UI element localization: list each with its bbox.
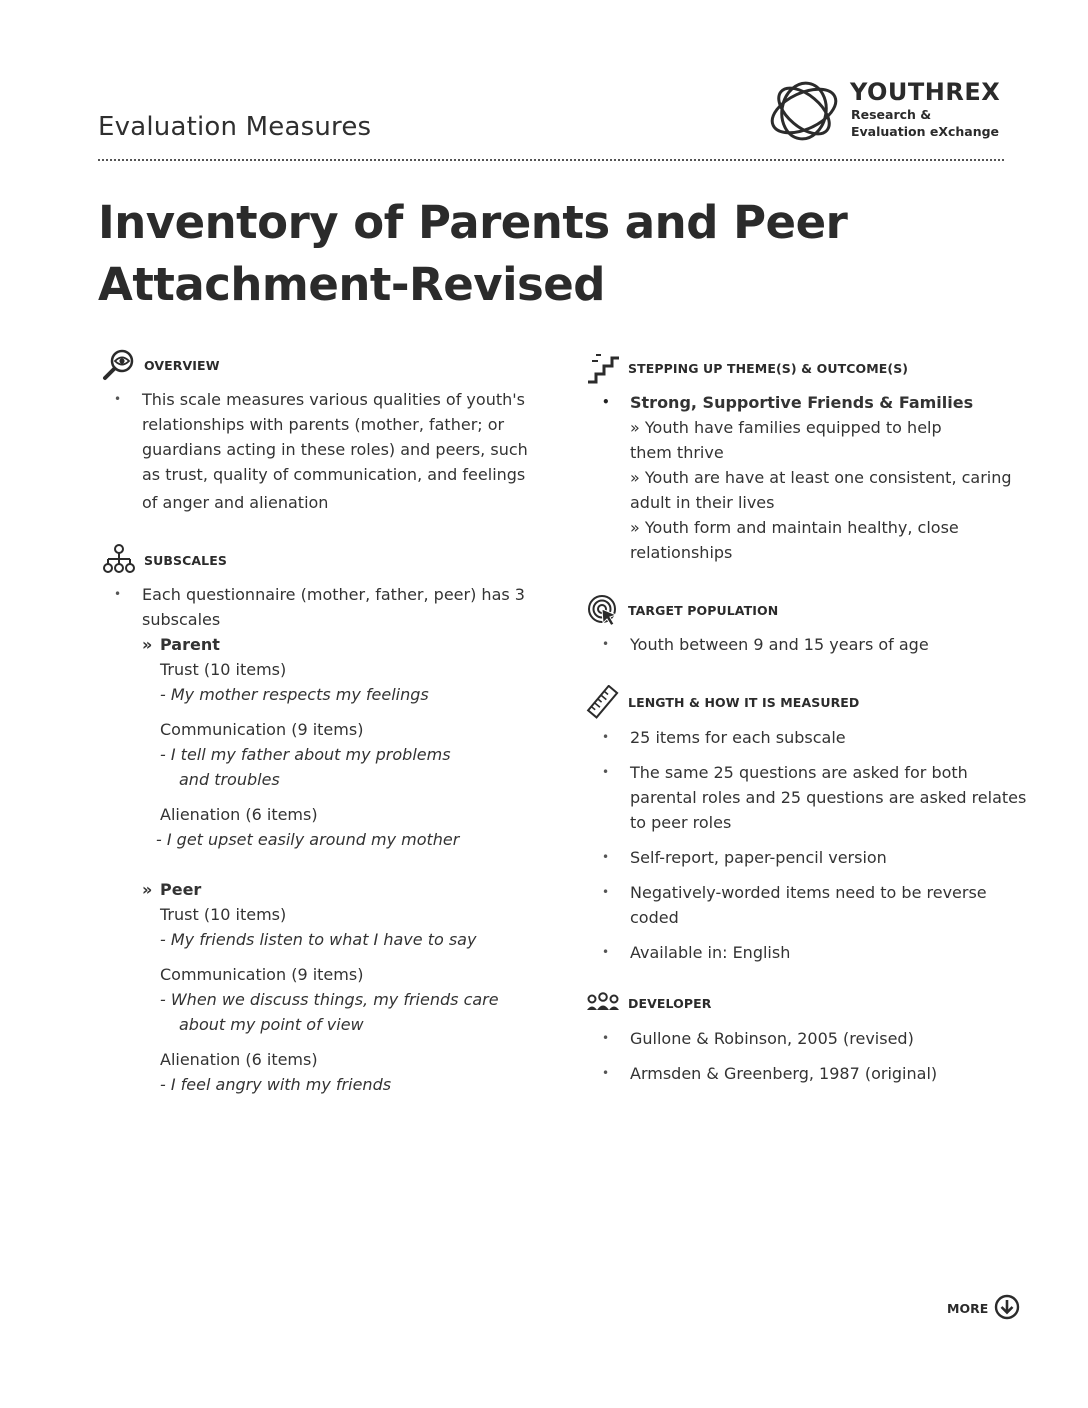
page-title-line2: Attachment-Revised [98,258,606,311]
bullet: • [602,765,610,779]
bullet: • [602,1066,610,1080]
outcome-line: them thrive [630,443,724,462]
length-item-line: Self-report, paper-pencil version [630,848,887,867]
target-population-heading [586,593,778,627]
developer-item-text: Armsden & Greenberg, 1987 (original) [630,1064,938,1083]
overview-body [114,387,542,515]
hierarchy-icon [102,543,136,577]
subscale-group-title [142,877,562,902]
developer-item-text: Gullone & Robinson, 2005 (revised) [630,1029,914,1048]
subscale-group-parent [142,632,562,852]
bullet: • [602,850,610,864]
length-item-line: The same 25 questions are asked for both [630,763,968,782]
developer-item [602,1061,1030,1086]
subscale-example: - When we discuss things, my friends care [160,990,499,1009]
overview-line: as trust, quality of communication, and feelings [142,465,526,484]
length-item [602,880,1030,930]
magnifier-eye-icon [102,348,136,382]
people-group-icon [586,986,620,1020]
subscale-label: Communication (9 items) [160,720,364,739]
dotted-divider [98,159,1004,161]
outcome-line: » Youth have families equipped to help [630,418,942,437]
group-name: Peer [160,880,202,899]
length-item-line: Available in: English [630,943,791,962]
length-item-line: to peer roles [630,813,732,832]
length-body [602,725,1030,975]
outcome-line: relationships [630,543,733,562]
overview-line: relationships with parents (mother, father; or [142,415,505,434]
subscale-label: Trust (10 items) [160,905,287,924]
developer-heading [586,986,712,1020]
subscale-group-title [142,632,562,657]
orbit-logo-icon [764,74,844,148]
more-label[interactable]: MORE [947,1301,989,1316]
logo-wordmark: YOUTHREX [850,78,1001,106]
subscale-label: Communication (9 items) [160,965,364,984]
outcome-line: adult in their lives [630,493,775,512]
subscale-label: Alienation (6 items) [160,805,318,824]
bullet: • [602,395,610,409]
developer-body [602,1026,1030,1096]
developer-heading-text: DEVELOPER [628,995,712,1011]
length-item-line: Negatively-worded items need to be reverse [630,883,987,902]
length-item [602,760,1030,835]
subscale-example: - My mother respects my feelings [160,685,429,704]
subscales-intro-line: Each questionnaire (mother, father, peer) has 3 [142,585,525,604]
overview-heading-text: OVERVIEW [144,357,220,373]
ruler-icon [586,685,620,719]
bullet: • [602,885,610,899]
subscale-example: about my point of view [179,1015,364,1034]
bullet: • [602,637,610,651]
group-marker: » [142,880,153,899]
bullet: • [114,392,122,406]
arrow-down-circle-icon[interactable] [994,1294,1020,1323]
length-heading [586,685,859,719]
length-item [602,725,1030,750]
overview-line: of anger and alienation [142,493,329,512]
subscales-heading-text: SUBSCALES [144,552,227,568]
subscale-label: Trust (10 items) [160,660,287,679]
page-title [98,192,958,316]
bullet: • [602,945,610,959]
group-marker: » [142,635,153,654]
outcome-line: » Youth form and maintain healthy, close [630,518,959,537]
target-population-heading-text: TARGET POPULATION [628,602,779,618]
logo-tagline-line1: Research & [851,107,932,122]
page-title-line1: Inventory of Parents and Peer [98,196,848,249]
section-label: Evaluation Measures [98,112,372,142]
stairs-icon [586,351,620,385]
logo-tagline-line2: Evaluation eXchange [851,124,1000,139]
theme-title: Strong, Supportive Friends & Families [630,393,974,412]
group-name: Parent [160,635,220,654]
length-item-line: 25 items for each subscale [630,728,846,747]
bullet: • [602,1031,610,1045]
target-population-body [602,632,1030,657]
bullet: • [602,730,610,744]
subscale-example: - I tell my father about my problems [160,745,451,764]
stepping-up-heading-text: STEPPING UP THEME(S) & OUTCOME(S) [628,360,909,376]
subscale-example: - I feel angry with my friends [160,1075,392,1094]
subscale-group-peer [142,877,562,1097]
length-item [602,845,1030,870]
outcome-line: » Youth are have at least one consistent, caring [630,468,1012,487]
developer-item [602,1026,1030,1051]
overview-line: This scale measures various qualities of youth's [142,390,525,409]
more-link[interactable] [947,1294,1020,1323]
stepping-up-heading [586,351,908,385]
subscale-example: and troubles [179,770,280,789]
subscales-heading [102,543,227,577]
subscales-body [114,582,562,1097]
logo-tagline [851,106,999,140]
length-item [602,940,1030,965]
length-item-line: parental roles and 25 questions are asked relates [630,788,1027,807]
bullet: • [114,587,122,601]
youthrex-logo [764,74,1014,148]
stepping-up-body [602,390,1030,565]
subscales-intro-line: subscales [142,610,221,629]
overview-line: guardians acting in these roles) and peers, such [142,440,528,459]
target-population-item: Youth between 9 and 15 years of age [630,635,929,654]
length-item-line: coded [630,908,679,927]
target-cursor-icon [586,593,620,627]
overview-heading [102,348,220,382]
subscale-label: Alienation (6 items) [160,1050,318,1069]
subscale-example: - I get upset easily around my mother [156,830,460,849]
length-heading-text: LENGTH & HOW IT IS MEASURED [628,694,860,710]
subscale-example: - My friends listen to what I have to say [160,930,477,949]
